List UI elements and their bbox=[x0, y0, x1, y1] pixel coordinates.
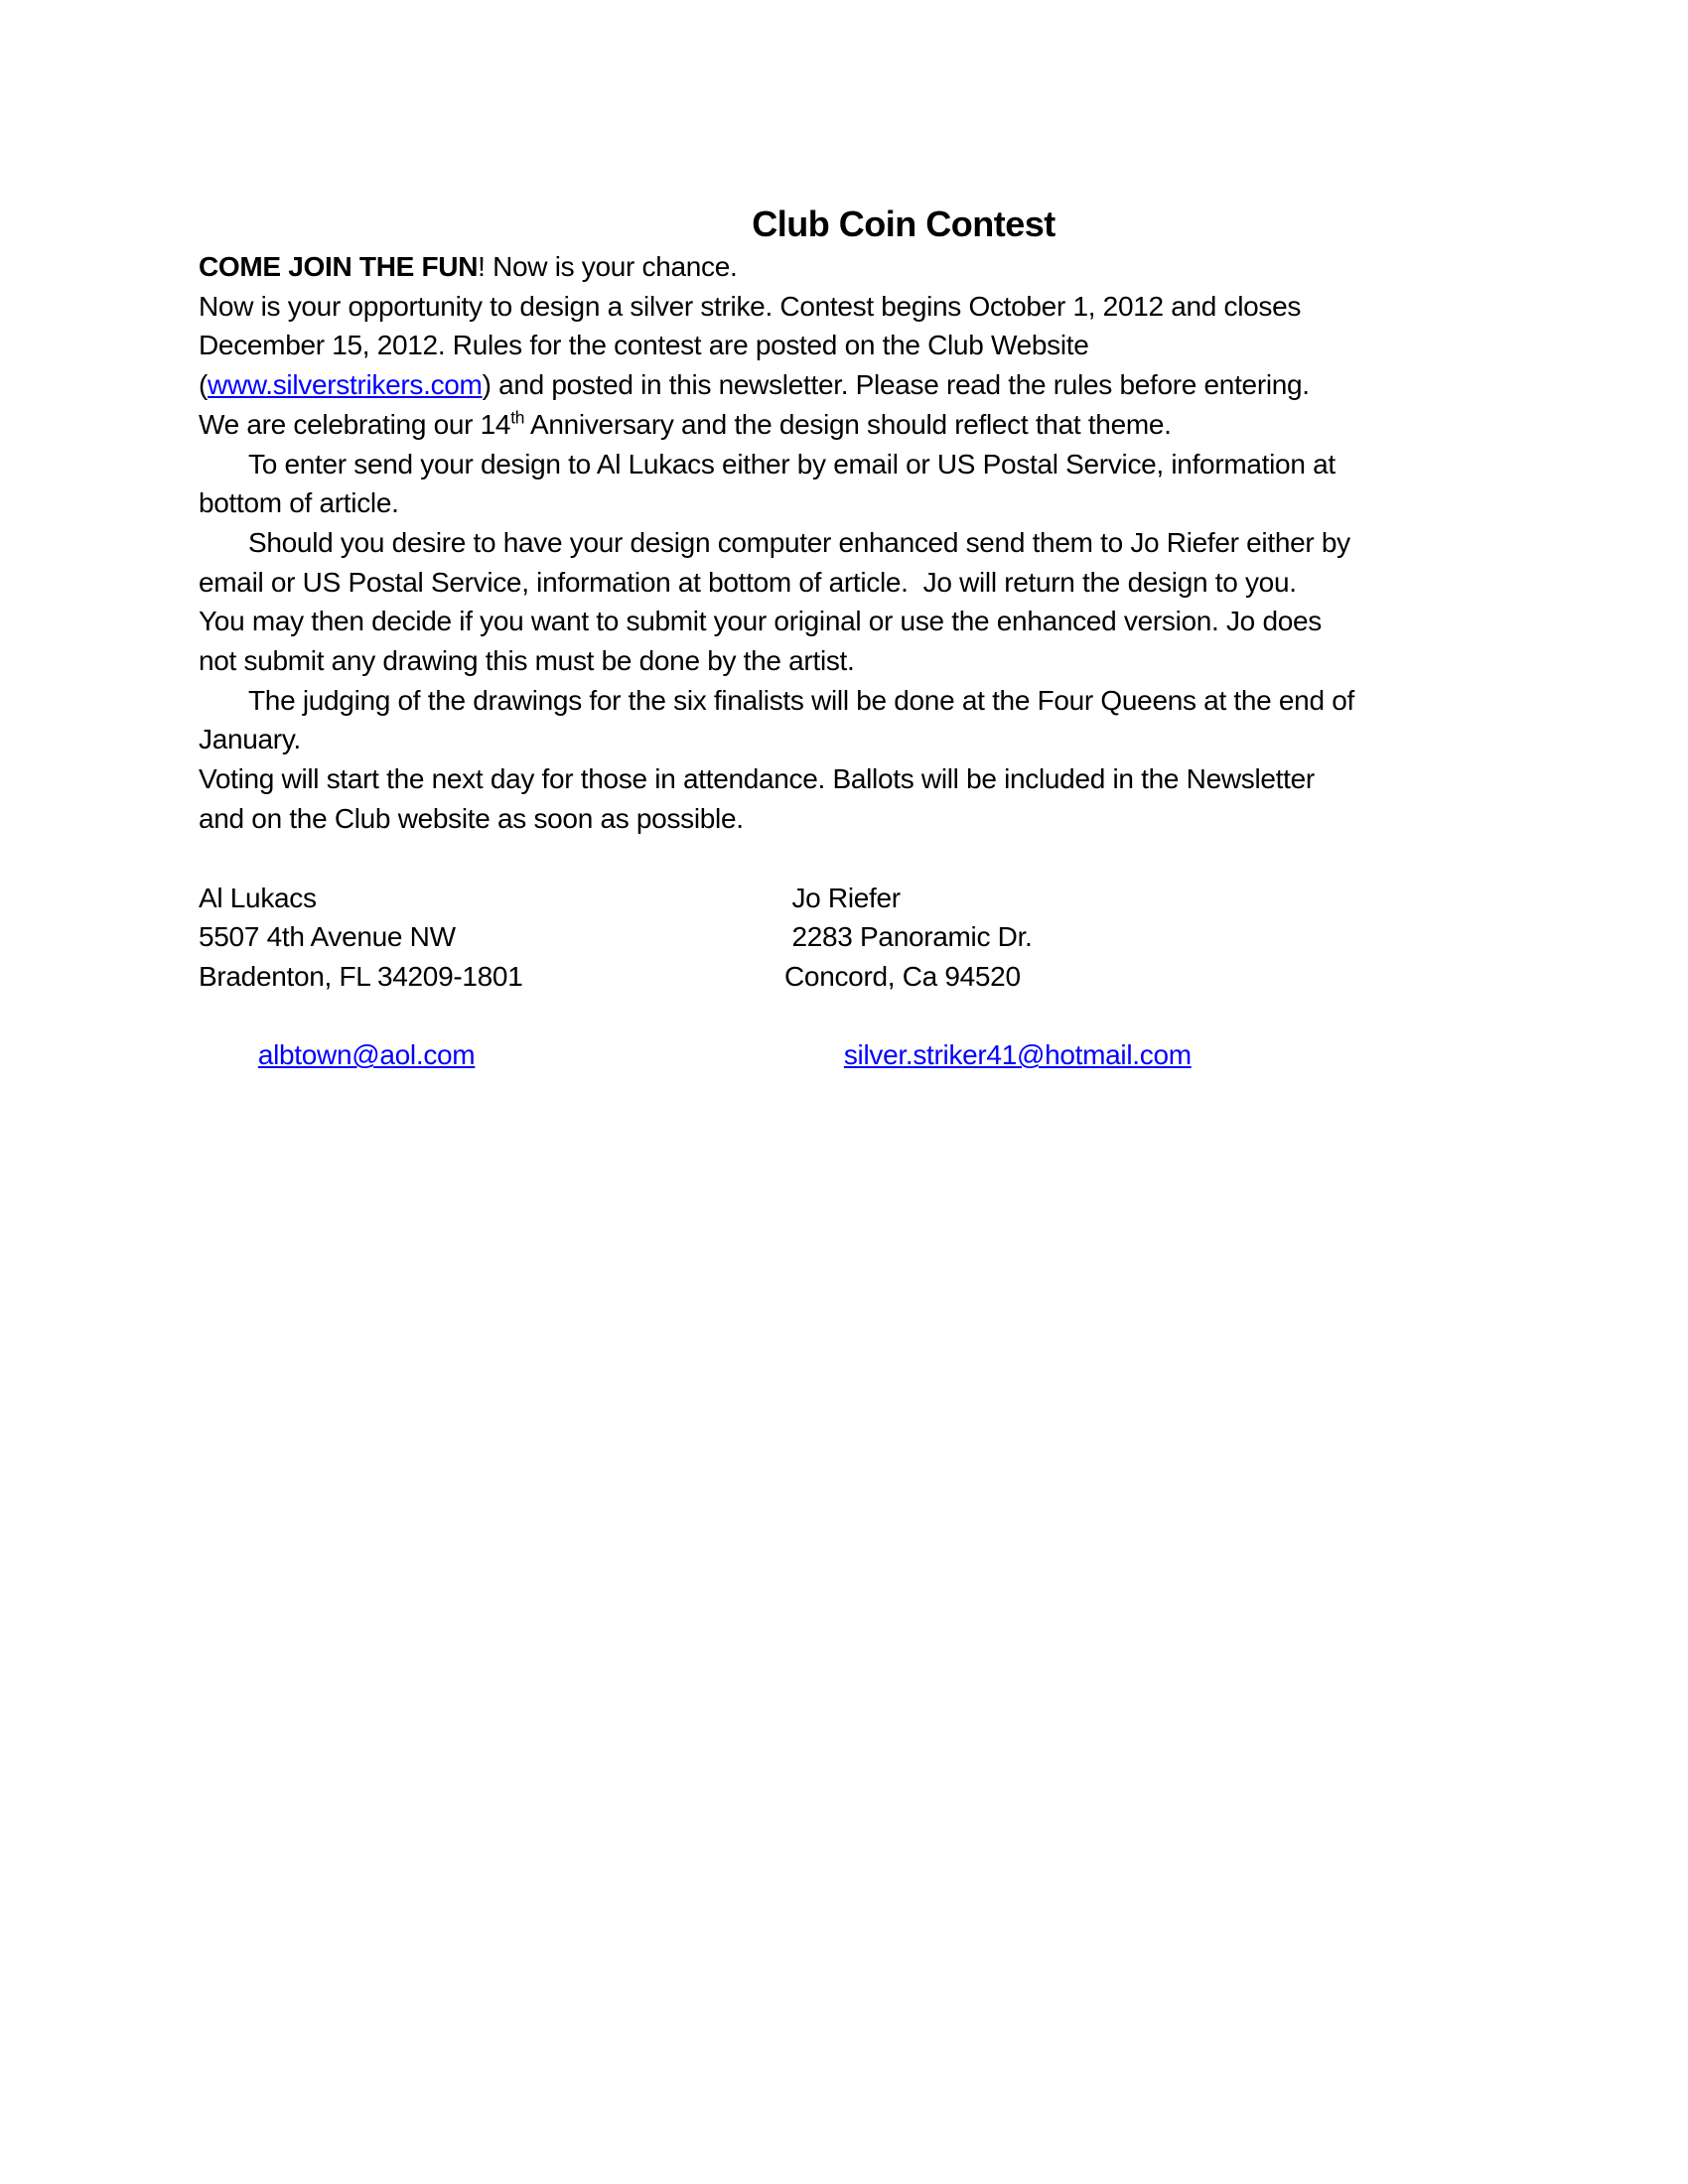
body-line bbox=[199, 483, 1489, 523]
body-line bbox=[199, 759, 1489, 799]
body-line bbox=[199, 720, 1489, 759]
text-segment: Should you desire to have your design computer enhanced send them to Jo Riefer either by bbox=[248, 526, 1350, 558]
superscript-text: th bbox=[510, 407, 525, 428]
text-segment: bottom of article. bbox=[199, 487, 399, 519]
article-content bbox=[199, 201, 1489, 1115]
article-body bbox=[199, 247, 1489, 839]
body-line bbox=[199, 799, 1489, 839]
text-segment: and on the Club website as soon as possible. bbox=[199, 802, 744, 834]
blank-line bbox=[199, 839, 1489, 879]
text-segment: not submit any drawing this must be done by the artist. bbox=[199, 645, 855, 677]
text-segment: ) and posted in this newsletter. Please read the rules before entering. bbox=[482, 369, 1310, 401]
contact-address-line: Concord, Ca 94520 bbox=[784, 960, 1021, 992]
text-segment: COME JOIN THE FUN bbox=[199, 251, 479, 282]
body-line bbox=[199, 641, 1489, 681]
text-segment: Anniversary and the design should reflect that theme. bbox=[524, 408, 1172, 440]
text-segment: December 15, 2012. Rules for the contest are posted on the Club Website bbox=[199, 330, 1089, 361]
contact-jo-riefer bbox=[784, 879, 1192, 1115]
al-email-link[interactable]: albtown@aol.com bbox=[257, 1039, 476, 1071]
text-segment: We are celebrating our 14 bbox=[199, 408, 511, 440]
body-line bbox=[199, 287, 1489, 327]
text-segment: ( bbox=[199, 369, 209, 401]
body-line bbox=[199, 247, 1489, 287]
contact-name: Jo Riefer bbox=[784, 882, 901, 913]
contact-name: Al Lukacs bbox=[199, 882, 317, 913]
document-title: Club Coin Contest bbox=[752, 204, 1055, 244]
text-segment: January. bbox=[199, 724, 301, 755]
body-line bbox=[199, 681, 1489, 721]
text-segment: Voting will start the next day for those in attendance. Ballots will be included in the Newsletter bbox=[199, 763, 1315, 795]
contact-address-line: 5507 4th Avenue NW bbox=[199, 921, 456, 953]
text-segment: email or US Postal Service, information at bottom of article. Jo will return the design to you. bbox=[199, 566, 1297, 598]
text-segment: You may then decide if you want to submit your original or use the enhanced version. Jo does bbox=[199, 606, 1322, 637]
text-segment: Now is your opportunity to design a silver strike. Contest begins October 1, 2012 and closes bbox=[199, 290, 1302, 322]
silverstrikers-link[interactable]: www.silverstrikers.com bbox=[208, 369, 483, 401]
contact-address-line: 2283 Panoramic Dr. bbox=[784, 921, 1033, 953]
body-line bbox=[199, 602, 1489, 641]
contact-email-row bbox=[784, 997, 1192, 1115]
contact-email-row bbox=[199, 997, 784, 1115]
text-segment: The judging of the drawings for the six finalists will be done at the Four Queens at the end of bbox=[248, 684, 1354, 716]
body-line bbox=[199, 326, 1489, 365]
contact-block bbox=[199, 879, 1489, 1115]
body-line bbox=[199, 523, 1489, 563]
body-line bbox=[199, 563, 1489, 603]
contact-al-lukacs bbox=[199, 879, 784, 1115]
jo-email-link[interactable]: silver.striker41@hotmail.com bbox=[843, 1039, 1192, 1071]
text-segment: To enter send your design to Al Lukacs either by email or US Postal Service, information at bbox=[248, 448, 1336, 479]
contact-address-line: Bradenton, FL 34209-1801 bbox=[199, 960, 523, 992]
text-segment: ! Now is your chance. bbox=[478, 251, 738, 282]
body-line bbox=[199, 445, 1489, 484]
body-line bbox=[199, 405, 1489, 445]
body-line bbox=[199, 365, 1489, 405]
